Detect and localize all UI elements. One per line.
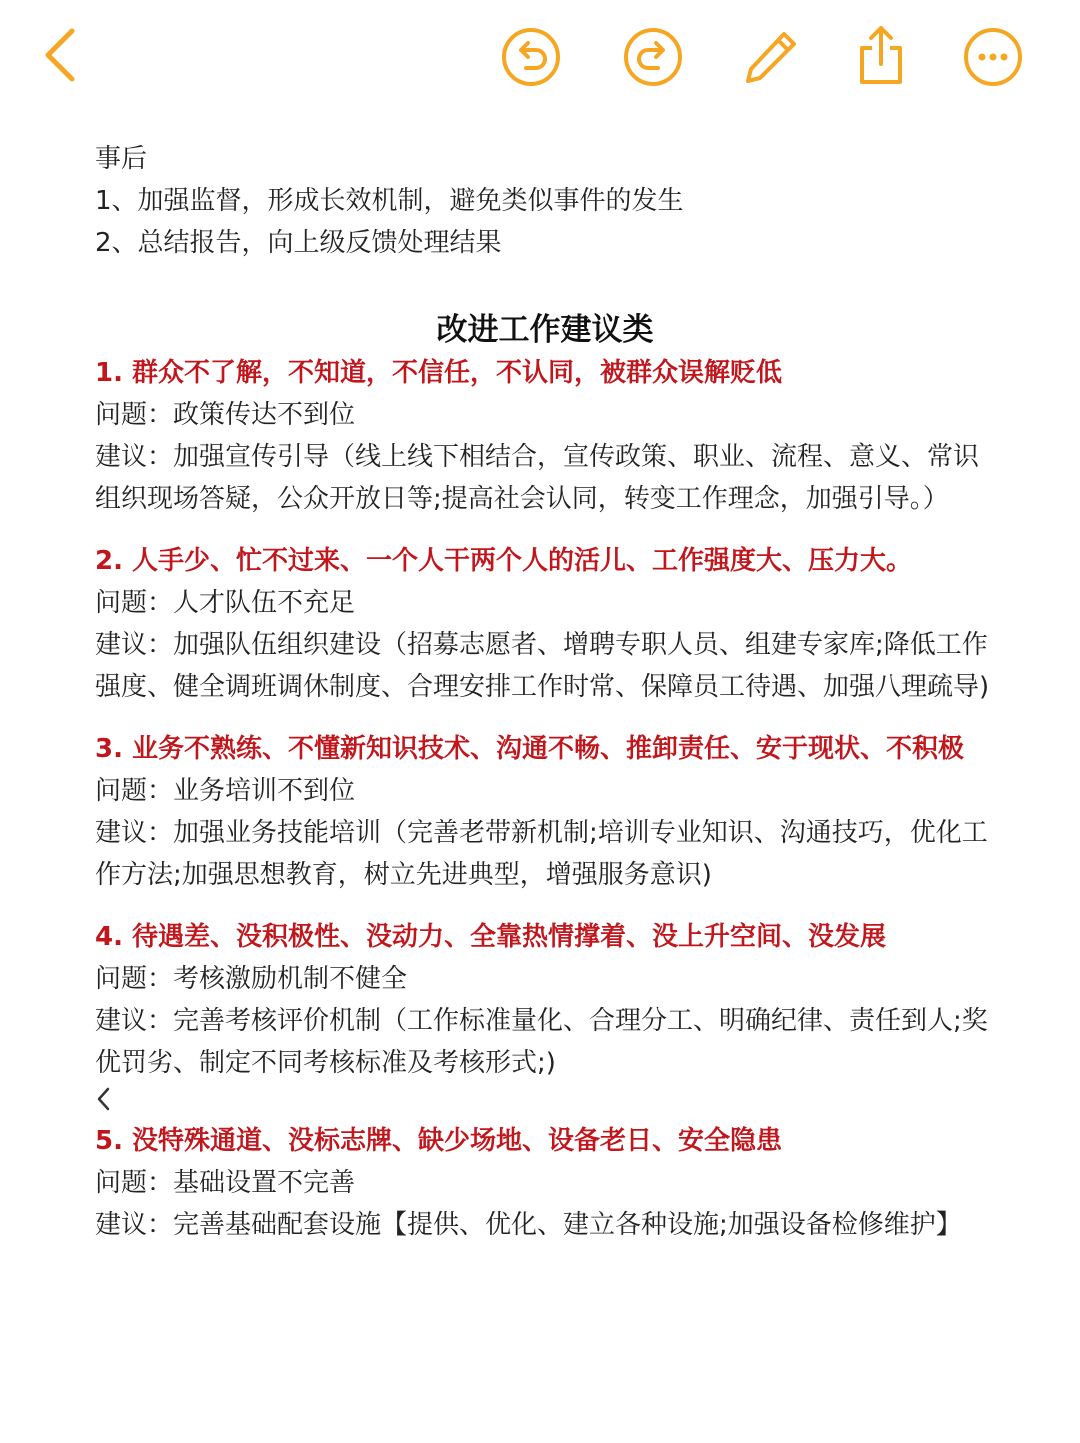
back-button[interactable] [30, 22, 90, 88]
suggestion-text: 建议：完善基础配套设施【提供、优化、建立各种设施;加强设备检修维护】 [95, 1210, 962, 1240]
redo-icon [622, 26, 684, 88]
aftermath-item: 1、加强监督，形成长效机制，避免类似事件的发生 [95, 186, 684, 216]
problem-text: 问题：基础设置不完善 [95, 1168, 356, 1198]
suggestion-section-4 [95, 916, 995, 1084]
back-chevron-icon [40, 25, 80, 85]
problem-text: 问题：政策传达不到位 [95, 400, 356, 430]
chevron-left-icon [95, 1086, 111, 1112]
stray-chevron-mark [95, 1084, 995, 1120]
section-heading: 4. 待遇差、没积极性、没动力、全靠热情撑着、没上升空间、没发展 [95, 922, 887, 952]
undo-button[interactable] [500, 26, 562, 88]
section-heading: 2. 人手少、忙不过来、一个人干两个人的活儿、工作强度大、压力大。 [95, 546, 913, 576]
edit-button[interactable] [740, 26, 802, 88]
aftermath-item: 2、总结报告，向上级反馈处理结果 [95, 228, 502, 258]
problem-text: 问题：业务培训不到位 [95, 776, 356, 806]
suggestion-section-3 [95, 728, 995, 896]
problem-text: 问题：人才队伍不充足 [95, 588, 356, 618]
aftermath-block [95, 138, 995, 264]
note-content[interactable] [95, 138, 995, 1266]
more-button[interactable] [962, 26, 1024, 88]
section-heading: 1. 群众不了解，不知道，不信任，不认同，被群众误解贬低 [95, 358, 783, 388]
section-title: 改进工作建议类 [436, 312, 654, 348]
more-icon [962, 26, 1024, 88]
undo-icon [500, 26, 562, 88]
suggestion-text: 建议：加强队伍组织建设（招募志愿者、增聘专职人员、组建专家库;降低工作强度、健全调班调休制度、合理安排工作时常、保障员工待遇、加强八理疏导) [95, 630, 990, 702]
section-heading: 5. 没特殊通道、没标志牌、缺少场地、设备老日、安全隐患 [95, 1126, 783, 1156]
suggestion-section-5 [95, 1120, 995, 1246]
section-heading: 3. 业务不熟练、不懂新知识技术、沟通不畅、推卸责任、安于现状、不积极 [95, 734, 965, 764]
suggestion-text: 建议：加强业务技能培训（完善老带新机制;培训专业知识、沟通技巧，优化工作方法;加强思想教育，树立先进典型，增强服务意识) [95, 818, 988, 890]
suggestion-text: 建议：加强宣传引导（线上线下相结合，宣传政策、职业、流程、意义、常识组织现场答疑，公众开放日等;提高社会认同，转变工作理念，加强引导。） [95, 442, 980, 514]
share-icon [850, 22, 912, 88]
suggestion-section-2 [95, 540, 995, 708]
share-button[interactable] [850, 22, 912, 88]
toolbar [0, 0, 1080, 112]
suggestion-section-1 [95, 352, 995, 520]
aftermath-heading: 事后 [95, 144, 148, 174]
pencil-icon [740, 26, 802, 88]
redo-button[interactable] [622, 26, 684, 88]
problem-text: 问题：考核激励机制不健全 [95, 964, 408, 994]
suggestion-text: 建议：完善考核评价机制（工作标准量化、合理分工、明确纪律、责任到人;奖优罚劣、制定不同考核标准及考核形式;) [95, 1006, 988, 1078]
